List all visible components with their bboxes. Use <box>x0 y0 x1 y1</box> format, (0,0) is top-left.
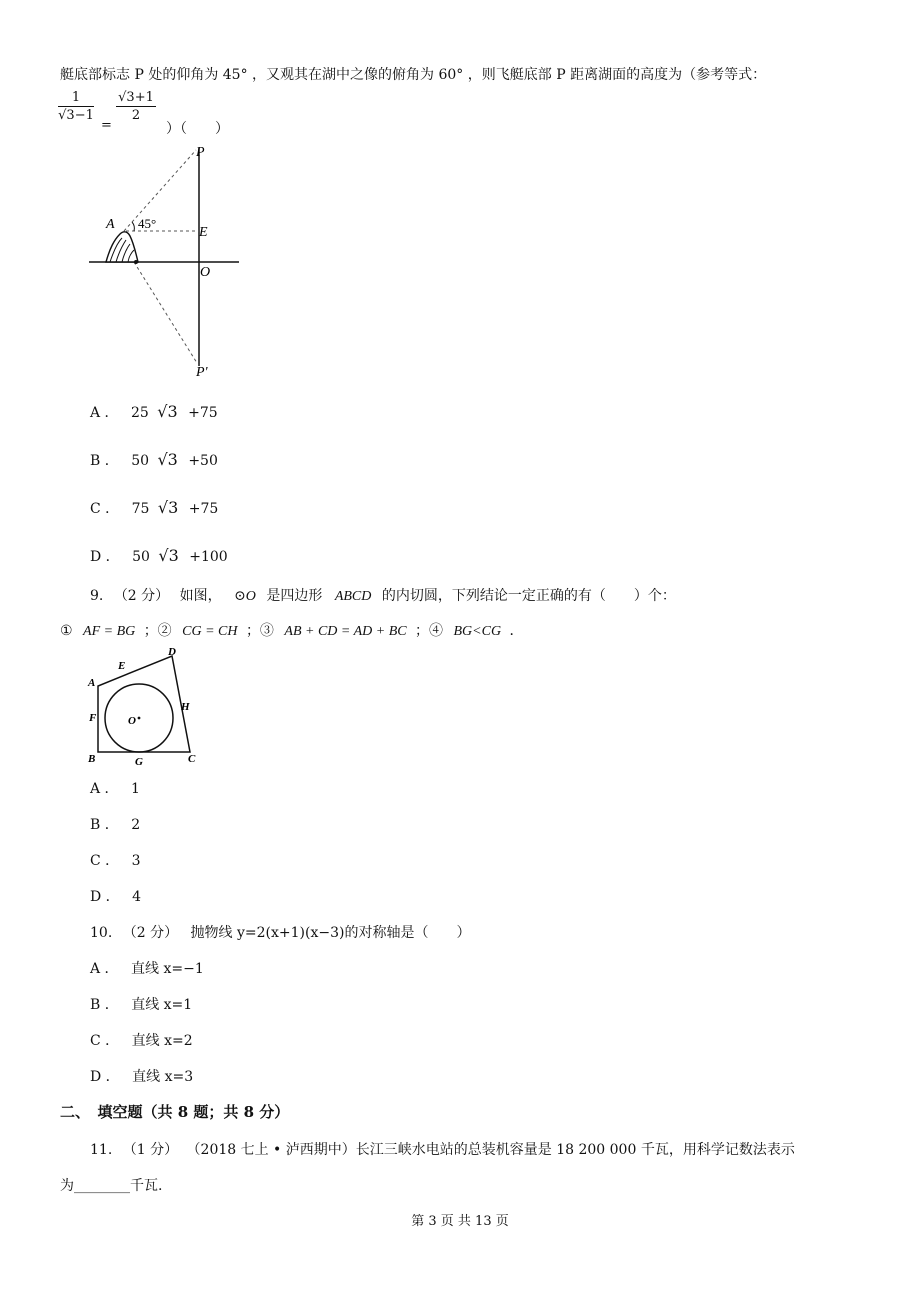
conclusion-marker: ① <box>60 623 73 639</box>
stem-text: 千瓦. <box>130 1178 163 1194</box>
question-score: （1 分） <box>122 1142 179 1158</box>
label-H: H <box>181 701 190 713</box>
option-text: 4 <box>132 889 142 905</box>
q8-geometry-figure <box>84 138 254 383</box>
label-P-prime: P' <box>196 365 208 380</box>
stem-text: 为 <box>60 1178 74 1194</box>
q9-option-d[interactable] <box>90 886 141 906</box>
q11-stem-line2 <box>60 1175 162 1195</box>
label-E: E <box>199 225 208 240</box>
sqrt-three: √3 <box>157 402 178 421</box>
label-O: O <box>200 265 211 280</box>
label-angle-45: 45° <box>138 216 157 231</box>
option-letter: A ． <box>90 961 119 977</box>
label-P: P <box>196 145 205 160</box>
fraction-denominator: √3−1 <box>58 108 94 123</box>
q10-option-b[interactable] <box>90 994 192 1014</box>
label-O: O <box>128 715 136 727</box>
page-footer: 第 3 页 共 13 页 <box>411 1214 509 1229</box>
stem-text: 如图， <box>179 588 222 604</box>
option-text: 2 <box>131 817 141 833</box>
q9-option-b[interactable] <box>90 814 140 834</box>
question-number: 11. <box>90 1142 113 1158</box>
option-letter: D ． <box>90 549 120 565</box>
question-number: 10. <box>90 925 113 941</box>
option-constant: +100 <box>189 549 228 565</box>
circle-symbol: ⊙O <box>234 589 256 604</box>
point-marker <box>134 260 138 264</box>
end-mark: ． <box>509 623 524 639</box>
equals-sign: = <box>101 118 112 133</box>
q9-incircle-figure <box>84 644 204 770</box>
option-letter: D ． <box>90 1069 120 1085</box>
question-number: 9. <box>90 588 104 604</box>
sqrt-three: √3 <box>157 498 179 517</box>
option-coefficient: 50 <box>132 549 150 565</box>
quadrilateral-name: ABCD <box>334 589 372 604</box>
option-letter: B ． <box>90 997 119 1013</box>
option-text: 3 <box>131 853 141 869</box>
q8-option-b[interactable] <box>90 450 218 470</box>
option-constant: +75 <box>188 405 218 421</box>
option-letter: A ． <box>90 781 119 797</box>
q8-option-d[interactable] <box>90 546 228 566</box>
option-coefficient: 75 <box>131 501 150 517</box>
label-D: D <box>168 646 176 658</box>
center-point <box>138 717 141 720</box>
section-heading: 二、 填空题（共 8 题；共 8 分） <box>60 1103 290 1121</box>
angle-arc <box>132 222 134 231</box>
reference-fraction-right <box>116 90 156 123</box>
sqrt-three: √3 <box>157 450 178 469</box>
q8-option-a[interactable] <box>90 402 218 422</box>
q9-conclusions <box>60 620 524 640</box>
option-letter: C ． <box>90 501 120 517</box>
option-letter: D ． <box>90 889 120 905</box>
conclusion-marker: ；② <box>143 623 172 639</box>
option-letter: C ． <box>90 853 120 869</box>
fraction-numerator: √3+1 <box>118 90 154 105</box>
option-text: 直线 x=2 <box>131 1033 193 1049</box>
conclusion-marker: ；③ <box>245 623 274 639</box>
option-letter: B ． <box>90 817 119 833</box>
option-constant: +50 <box>188 453 218 469</box>
option-text: 直线 x=−1 <box>131 961 204 977</box>
option-text: 直线 x=1 <box>131 997 193 1013</box>
conclusion-marker: ；④ <box>415 623 444 639</box>
label-G: G <box>135 756 143 768</box>
q11-stem-line1 <box>90 1139 795 1159</box>
stem-text: 是四边形 <box>266 588 323 604</box>
option-constant: +75 <box>188 501 219 517</box>
label-A: A <box>106 217 115 232</box>
option-text: 1 <box>131 781 140 797</box>
label-E: E <box>118 660 126 672</box>
q10-stem <box>90 922 470 942</box>
q10-option-c[interactable] <box>90 1030 193 1050</box>
q9-option-c[interactable] <box>90 850 141 870</box>
conclusion-1: AF = BG <box>83 624 136 639</box>
reference-fraction-left <box>58 90 94 123</box>
option-letter: A ． <box>90 405 119 421</box>
label-F: F <box>89 712 97 724</box>
conclusion-3: AB + CD = AD + BC <box>284 624 407 639</box>
q8-option-c[interactable] <box>90 498 218 518</box>
answer-blank[interactable]: ________ <box>74 1178 130 1194</box>
option-coefficient: 25 <box>131 405 149 421</box>
fraction-numerator: 1 <box>71 90 81 105</box>
stem-text: （2018 七上 • 泸西期中）长江三峡水电站的总装机容量是 18 200 000 千瓦，用科学记数法表示 <box>186 1142 795 1158</box>
sight-line-AP-image <box>134 262 197 363</box>
q8-stem-end: ）（ ） <box>166 121 229 137</box>
question-score: （2 分） <box>113 588 170 604</box>
conclusion-4: BG<CG <box>453 624 502 639</box>
label-A: A <box>88 677 96 689</box>
label-B: B <box>88 753 96 765</box>
stem-text: 的内切圆，下列结论一定正确的有（ ）个： <box>381 588 676 604</box>
option-letter: C ． <box>90 1033 120 1049</box>
hill-icon <box>106 232 138 262</box>
question-score: （2 分） <box>122 925 179 941</box>
q8-stem-line1: 艇底部标志 P 处的仰角为 45° ，又观其在湖中之像的俯角为 60° ，则飞艇底部 P 距离湖面的高度为（参考等式： <box>60 67 767 83</box>
option-letter: B ． <box>90 453 119 469</box>
conclusion-2: CG = CH <box>182 624 238 639</box>
label-C: C <box>188 753 196 765</box>
q9-option-a[interactable] <box>90 778 140 798</box>
option-text: 直线 x=3 <box>132 1069 194 1085</box>
sight-line-AP <box>124 150 196 231</box>
fraction-denominator: 2 <box>131 108 141 123</box>
q9-stem <box>90 585 676 605</box>
sqrt-three: √3 <box>158 546 179 565</box>
q10-option-a[interactable] <box>90 958 204 978</box>
option-coefficient: 50 <box>131 453 150 469</box>
q10-option-d[interactable] <box>90 1066 193 1086</box>
stem-text: 抛物线 y=2(x+1)(x−3)的对称轴是（ ） <box>190 925 471 941</box>
